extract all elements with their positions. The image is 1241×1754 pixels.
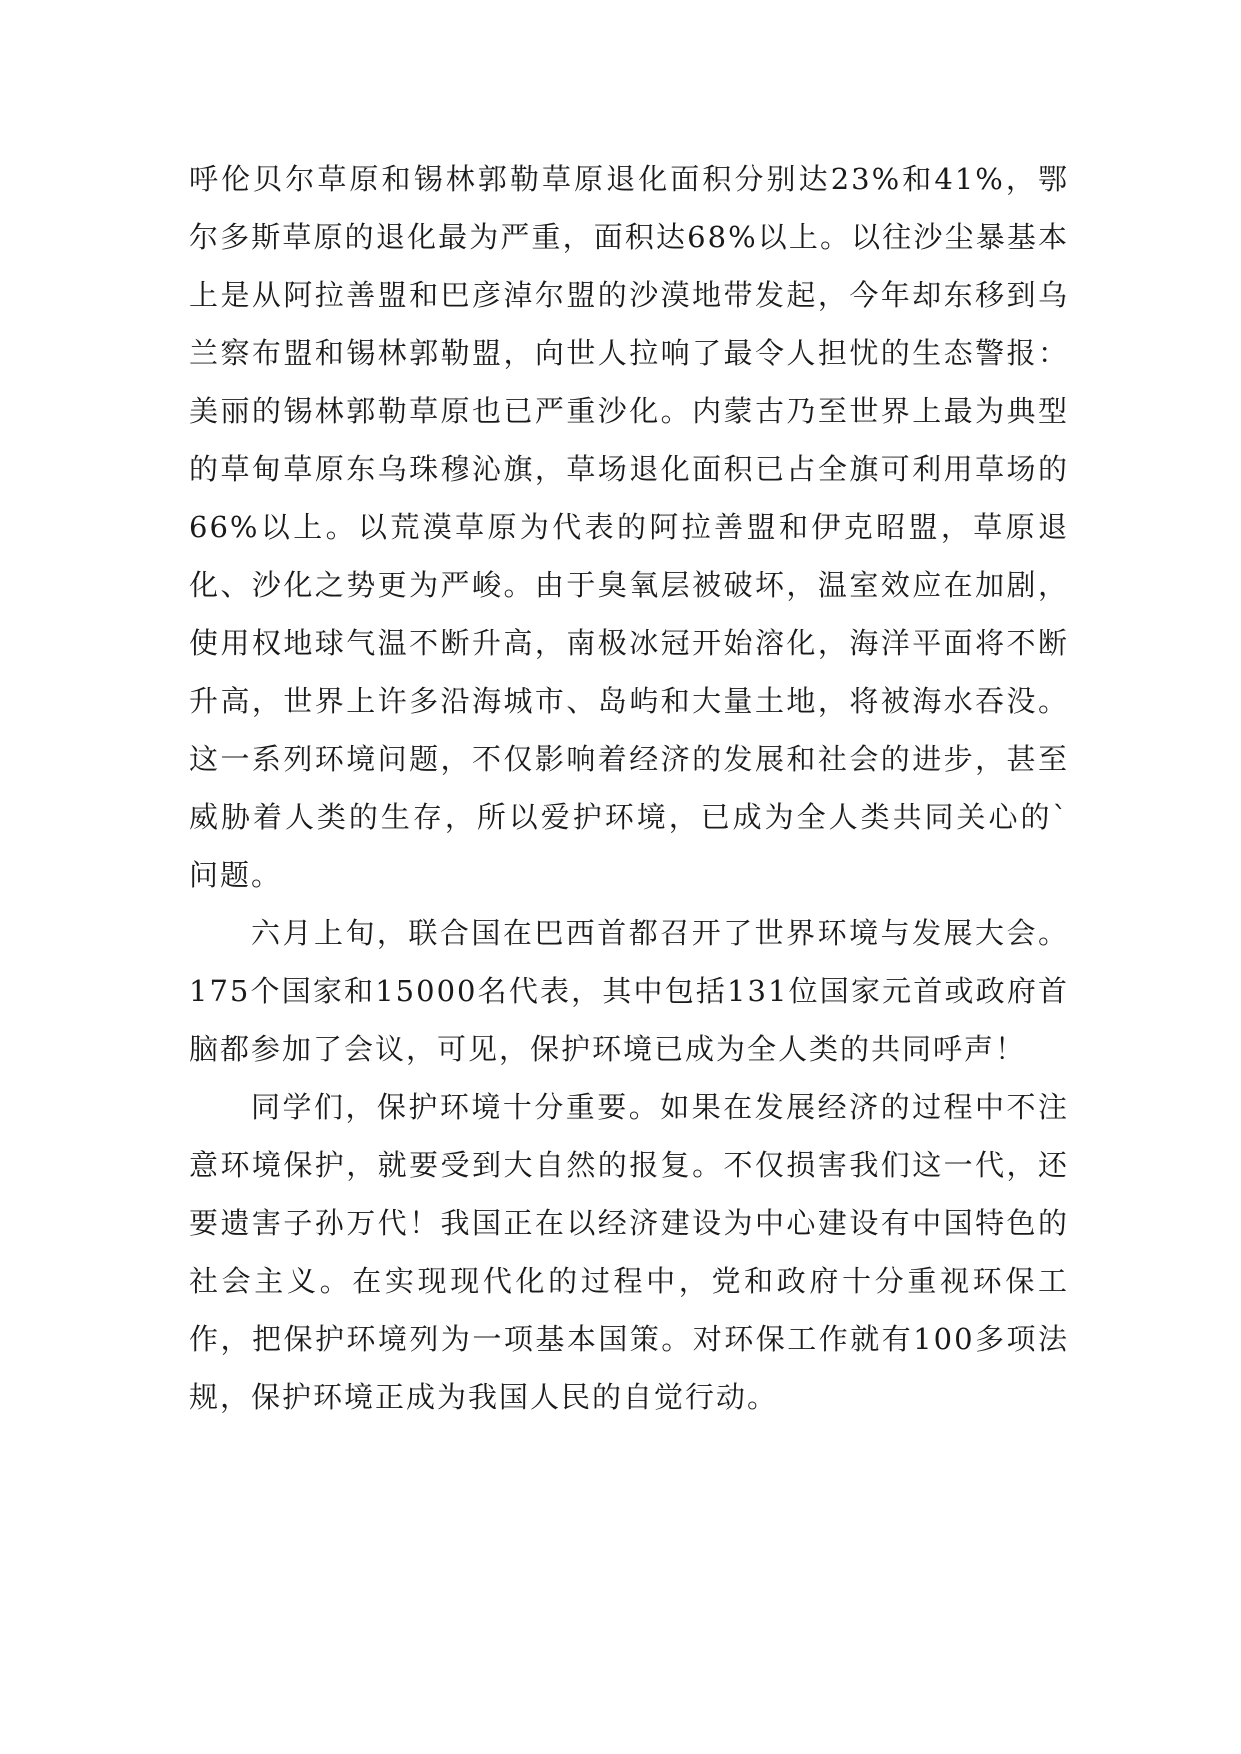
paragraph-earth-summit: 六月上旬，联合国在巴西首都召开了世界环境与发展大会。175个国家和15000名代表，其中包括131位国家元首或政府首脑都参加了会议，可见，保护环境已成为全人类的共同呼声！ [189, 916, 1069, 1066]
document-body [189, 150, 1069, 1426]
paragraph-continued: 呼伦贝尔草原和锡林郭勒草原退化面积分别达23%和41%，鄂尔多斯草原的退化最为严重，面积达68%以上。以往沙尘暴基本上是从阿拉善盟和巴彦淖尔盟的沙漠地带发起，今年却东移到乌兰察布盟和锡林郭勒盟，向世人拉响了最令人担忧的生态警报：美丽的锡林郭勒草原也已严重沙化。内蒙古乃至世界上最为典型的草甸草原东乌珠穆沁旗，草场退化面积已占全旗可利用草场的66%以上。以荒漠草原为代表的阿拉善盟和伊克昭盟，草原退化、沙化之势更为严峻。由于臭氧层被破坏，温室效应在加剧，使用权地球气温不断升高，南极冰冠开始溶化，海洋平面将不断升高，世界上许多沿海城市、岛屿和大量土地，将被海水吞没。这一系列环境问题，不仅影响着经济的发展和社会的进步，甚至威胁着人类的生存，所以爱护环境，已成为全人类共同关心的`问题。 [189, 162, 1069, 892]
paragraph-protect-environment: 同学们，保护环境十分重要。如果在发展经济的过程中不注意环境保护，就要受到大自然的报复。不仅损害我们这一代，还要遗害子孙万代！我国正在以经济建设为中心建设有中国特色的社会主义。在实现现代化的过程中，党和政府十分重视环保工作，把保护环境列为一项基本国策。对环保工作就有100多项法规，保护环境正成为我国人民的自觉行动。 [189, 1090, 1069, 1414]
